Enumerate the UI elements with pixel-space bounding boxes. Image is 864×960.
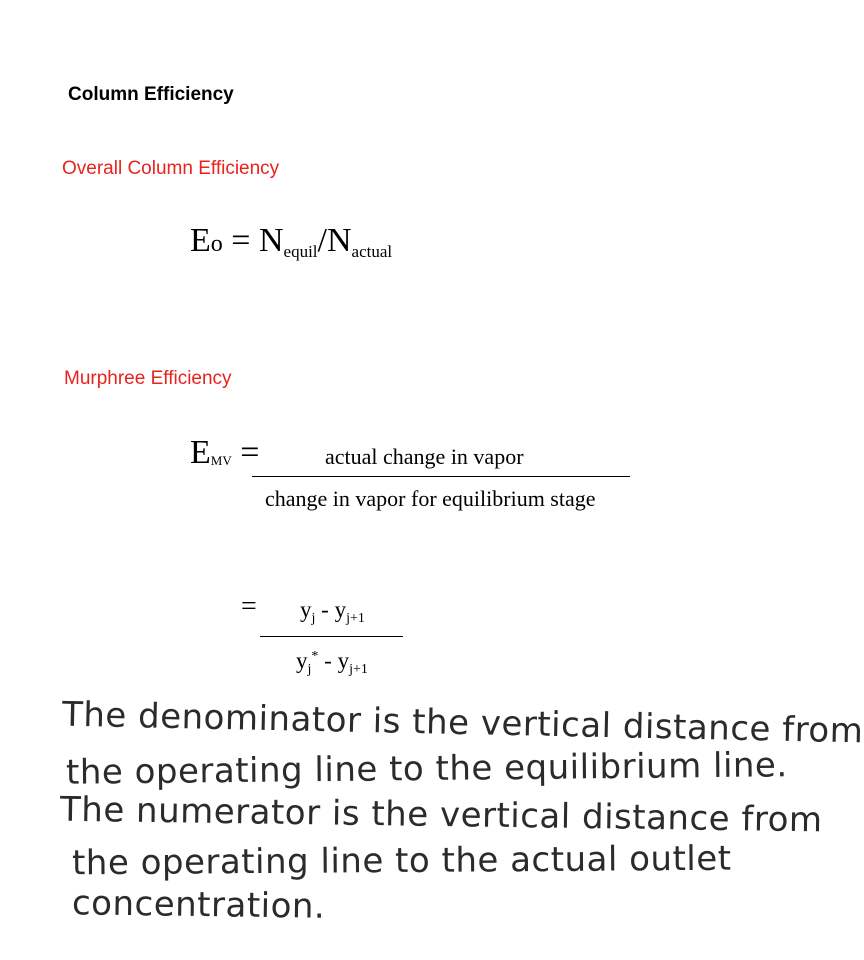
murphree-efficiency-heading: Murphree Efficiency [64, 368, 232, 389]
handwritten-note-line: the operating line to the equilibrium line. [65, 745, 788, 793]
handwritten-note-line: concentration. [71, 883, 326, 927]
murphree-denominator-text: change in vapor for equilibrium stage [265, 486, 596, 511]
fraction-bar [260, 636, 403, 637]
emv-subscript: MV [210, 453, 232, 468]
den-minus: - [318, 648, 338, 673]
handwritten-note-line: The denominator is the vertical distance from [61, 694, 864, 752]
eq-N-actual: N [326, 222, 352, 259]
overall-efficiency-heading: Overall Column Efficiency [62, 158, 280, 179]
eq-N-actual-subscript: actual [351, 242, 393, 261]
den-y-j: y [296, 648, 308, 673]
second-equals-sign: = [241, 591, 257, 622]
num-y-j: y [300, 597, 312, 622]
murphree-numerator-formula [300, 597, 365, 627]
page-title: Column Efficiency [68, 84, 234, 105]
den-y-j1: y [337, 648, 350, 673]
num-y-j1: y [334, 597, 347, 622]
emv-equals: = [240, 434, 260, 471]
eq-E-symbol: E [190, 222, 211, 259]
eq-slash: / [317, 222, 327, 259]
overall-efficiency-equation [190, 222, 392, 262]
fraction-bar [252, 476, 630, 477]
num-y-j1-subscript: j+1 [346, 611, 365, 626]
eq-E-subscript: o [210, 231, 223, 257]
murphree-numerator-text: actual change in vapor [325, 444, 524, 469]
eq-N-equil-subscript: equil [283, 242, 318, 261]
den-star-superscript: * [311, 649, 319, 664]
num-minus: - [315, 597, 335, 622]
eq-N-equil: N [258, 222, 284, 259]
handwritten-note-line: the operating line to the actual outlet [71, 838, 732, 884]
emv-E-symbol: E [190, 434, 211, 471]
den-y-j-subscript: j [307, 662, 312, 677]
handwritten-note [52, 694, 864, 935]
num-y-j-subscript: j [311, 611, 316, 626]
eq-equals: = [231, 222, 251, 259]
den-y-j1-subscript: j+1 [349, 662, 368, 677]
murphree-denominator-formula [296, 648, 368, 678]
murphree-lhs [190, 434, 259, 472]
handwritten-note-line: The numerator is the vertical distance from [59, 789, 823, 841]
